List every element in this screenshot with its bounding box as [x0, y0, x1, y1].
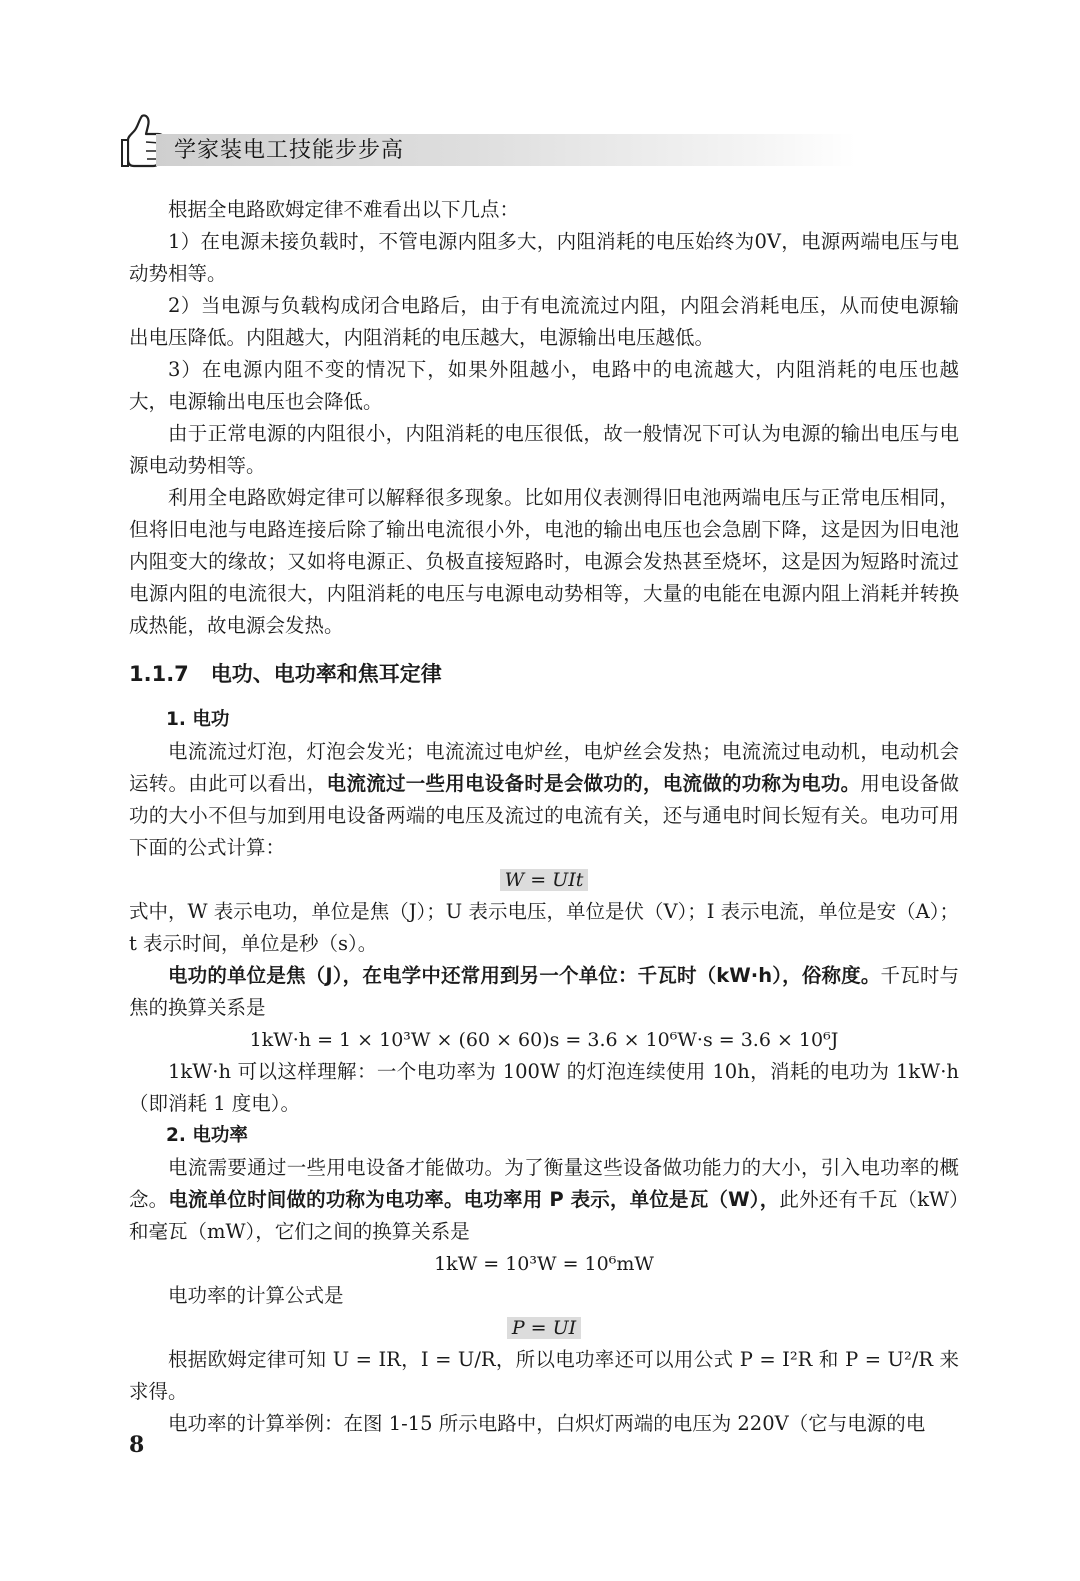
- paragraph: 式中，W 表示电功，单位是焦（J）；U 表示电压，单位是伏（V）；I 表示电流，单位是安（A）；t 表示时间，单位是秒（s）。: [129, 900, 960, 955]
- paragraph: [129, 960, 959, 1024]
- formula: [129, 864, 959, 896]
- text-run: 电流需要通过一些用电设备才能做功。为了衡量这些设备做功能力的大小，引入电功率的概念。: [129, 1156, 959, 1211]
- paragraph: 1kW·h 可以这样理解：一个电功率为 100W 的灯泡连续使用 10h，消耗的电功为 1kW·h（即消耗 1 度电）。: [129, 1060, 959, 1115]
- subsection-heading: 2. 电功率: [166, 1125, 248, 1146]
- book-title: 学家装电工技能步步高: [174, 138, 405, 163]
- bold-text: 电功的单位是焦（J），在电学中还常用到另一个单位：千瓦时（kW·h），俗称度。: [168, 964, 881, 987]
- page-number: 8: [129, 1432, 145, 1458]
- paragraph: [129, 1152, 959, 1248]
- paragraph: 根据全电路欧姆定律不难看出以下几点：: [168, 198, 520, 221]
- formula-shaded: W = UIt: [500, 869, 589, 891]
- section-heading: [129, 658, 959, 690]
- bold-text: 电流流过一些用电设备时是会做功的，电流做的功称为电功。: [326, 772, 861, 795]
- paragraph: 电功率的计算公式是: [168, 1284, 344, 1307]
- subsection-heading: 1. 电功: [166, 709, 230, 730]
- formula: 1kW = 10³W = 10⁶mW: [434, 1253, 654, 1275]
- bold-text: 电流单位时间做的功称为电功率。电功率用 P 表示，单位是瓦（W），: [168, 1188, 780, 1211]
- formula: [129, 1312, 959, 1344]
- formula-shaded: P = UI: [507, 1317, 581, 1339]
- paragraph: 1）在电源未接负载时，不管电源内阻多大，内阻消耗的电压始终为0V，电源两端电压与电动势相等。: [129, 230, 959, 285]
- text-run: 电流流过灯泡，灯泡会发光；电流流过电炉丝，电炉丝会发热；电流流过电动机，电动机会运转。由此可以看出，: [129, 740, 959, 795]
- running-header: [120, 112, 860, 174]
- section-number: 1.1.7: [129, 662, 189, 686]
- paragraph: [129, 736, 959, 864]
- text-run: 千瓦时与焦的换算关系是: [129, 964, 959, 1019]
- page-content: [129, 194, 959, 1440]
- paragraph: 2）当电源与负载构成闭合电路后，由于有电流流过内阻，内阻会消耗电压，从而使电源输出电压降低。内阻越大，内阻消耗的电压越大，电源输出电压越低。: [129, 294, 959, 349]
- paragraph: 3）在电源内阻不变的情况下，如果外阻越小，电路中的电流越大，内阻消耗的电压也越大，电源输出电压也会降低。: [129, 358, 959, 413]
- section-title: 电功、电功率和焦耳定律: [210, 662, 442, 686]
- text-run: 用电设备做功的大小不但与加到用电设备两端的电压及流过的电流有关，还与通电时间长短有关。电功可用下面的公式计算：: [129, 772, 959, 859]
- paragraph: 利用全电路欧姆定律可以解释很多现象。比如用仪表测得旧电池两端电压与正常电压相同，但将旧电池与电路连接后除了输出电流很小外，电池的输出电压也会急剧下降，这是因为旧电池内阻变大的缘故；又如将电源正、负极直接短路时，电源会发热甚至烧坏，这是因为短路时流过电源内阻的电流很大，内阻消耗的电压与电源电动势相等，大量的电能在电源内阻上消耗并转换成热能，故电源会发热。: [129, 486, 959, 637]
- formula: 1kW·h = 1 × 10³W × (60 × 60)s = 3.6 × 10⁶W·s = 3.6 × 10⁶J: [249, 1029, 839, 1051]
- text-run: 此外还有千瓦（kW）和毫瓦（mW），它们之间的换算关系是: [129, 1188, 959, 1243]
- paragraph: 由于正常电源的内阻很小，内阻消耗的电压很低，故一般情况下可认为电源的输出电压与电源电动势相等。: [129, 422, 959, 477]
- paragraph: 根据欧姆定律可知 U = IR，I = U/R，所以电功率还可以用公式 P = I²R 和 P = U²/R 来求得。: [129, 1348, 959, 1403]
- paragraph: 电功率的计算举例：在图 1-15 所示电路中，白炽灯两端的电压为 220V（它与电源的电: [168, 1412, 926, 1435]
